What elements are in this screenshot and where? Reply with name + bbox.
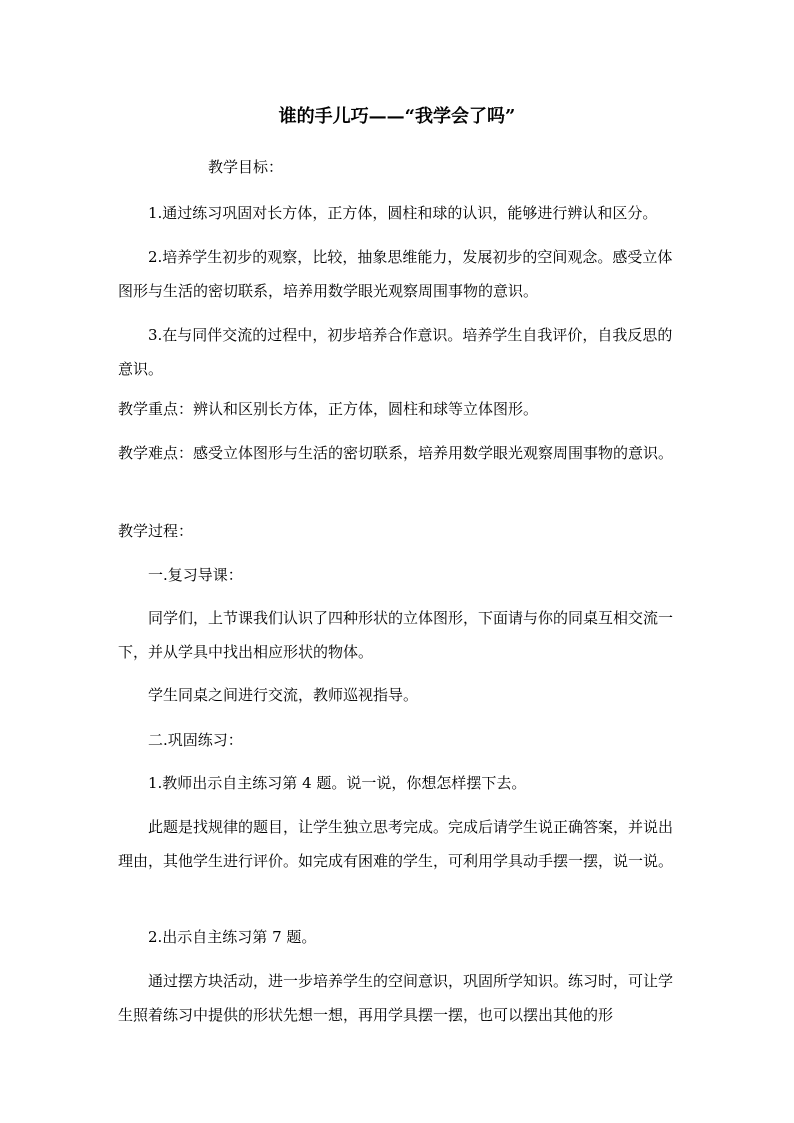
section-2-paragraph: 此题是找规律的题目，让学生独立思考完成。完成后请学生说正确答案，并说出理由，其他学生进行评价。如完成有困难的学生，可利用学具动手摆一摆，说一说。 <box>118 818 674 870</box>
objectives-heading: 教学目标： <box>208 158 284 176</box>
objective-1: 1.通过练习巩固对长方体，正方体，圆柱和球的认识，能够进行辨认和区分。 <box>148 204 658 222</box>
section-1-paragraph: 学生同桌之间进行交流，教师巡视指导。 <box>148 686 419 704</box>
section-2-paragraph: 1.教师出示自主练习第 4 题。说一说，你想怎样摆下去。 <box>148 774 527 792</box>
section-1-paragraph: 同学们，上节课我们认识了四种形状的立体图形，下面请与你的同桌互相交流一下，并从学具中找出相应形状的物体。 <box>118 609 674 661</box>
process-heading: 教学过程： <box>118 522 194 540</box>
objective-3: 3.在与同伴交流的过程中，初步培养合作意识。培养学生自我评价，自我反思的意识。 <box>118 326 673 378</box>
section-2-paragraph: 通过摆方块活动，进一步培养学生的空间意识，巩固所学知识。练习时，可让学生照着练习中提供的形状先想一想，再用学具摆一摆，也可以摆出其他的形 <box>118 972 674 1024</box>
section-2-paragraph: 2.出示自主练习第 7 题。 <box>148 928 317 946</box>
difficulty: 教学难点：感受立体图形与生活的密切联系，培养用数学眼光观察周围事物的意识。 <box>118 444 674 462</box>
section-1-heading: 一.复习导课： <box>148 566 243 584</box>
document-title: 谁的手儿巧——“我学会了吗” <box>278 106 516 127</box>
section-2-heading: 二.巩固练习： <box>148 731 243 749</box>
key-point: 教学重点：辨认和区别长方体，正方体，圆柱和球等立体图形。 <box>118 400 539 418</box>
objective-2: 2.培养学生初步的观察，比较，抽象思维能力，发展初步的空间观念。感受立体图形与生活的密切联系，培养用数学眼光观察周围事物的意识。 <box>118 248 673 300</box>
